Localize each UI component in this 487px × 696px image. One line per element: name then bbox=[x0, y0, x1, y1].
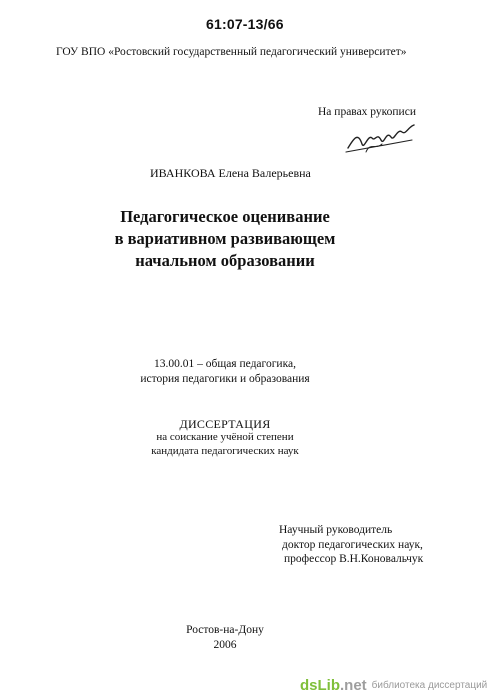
city: Ростов-на-Дону bbox=[186, 624, 264, 636]
degree-line-1: на соискание учёной степени bbox=[156, 431, 294, 443]
advisor-line-1: Научный руководитель bbox=[279, 524, 393, 536]
title-line-3: начальном образовании bbox=[135, 251, 315, 270]
publication-place-year bbox=[0, 623, 450, 652]
advisor-line-2: доктор педагогических наук, bbox=[282, 538, 423, 551]
scientific-advisor bbox=[279, 523, 423, 567]
title-line-2: в вариативном развивающем bbox=[114, 229, 336, 248]
advisor-line-3: профессор В.Н.Коновальчук bbox=[284, 553, 424, 565]
author-name: ИВАНКОВА Елена Валерьевна bbox=[150, 166, 311, 180]
dissertation-title bbox=[0, 206, 450, 272]
archive-code: 61:07-13/66 bbox=[206, 16, 284, 32]
watermark-logo bbox=[300, 677, 367, 694]
watermark-subtitle: библиотека диссертаций bbox=[371, 679, 487, 691]
specialty bbox=[0, 357, 450, 386]
specialty-line-1: 13.00.01 – общая педагогика, bbox=[154, 358, 296, 370]
specialty-line-2: история педагогики и образования bbox=[140, 372, 310, 385]
handwritten-signature bbox=[342, 122, 420, 158]
document-type: ДИССЕРТАЦИЯ bbox=[179, 417, 271, 431]
organization-name: ГОУ ВПО «Ростовский государственный педагогический университет» bbox=[56, 46, 407, 58]
title-line-1: Педагогическое оценивание bbox=[120, 207, 330, 226]
manuscript-note: На правах рукописи bbox=[318, 106, 416, 118]
watermark-logo-main: dsLib bbox=[300, 676, 340, 694]
degree-sought bbox=[0, 431, 450, 458]
degree-line-2: кандидата педагогических наук bbox=[151, 444, 299, 457]
year: 2006 bbox=[213, 638, 237, 651]
watermark-logo-domain: .net bbox=[340, 676, 367, 694]
watermark bbox=[300, 675, 487, 695]
